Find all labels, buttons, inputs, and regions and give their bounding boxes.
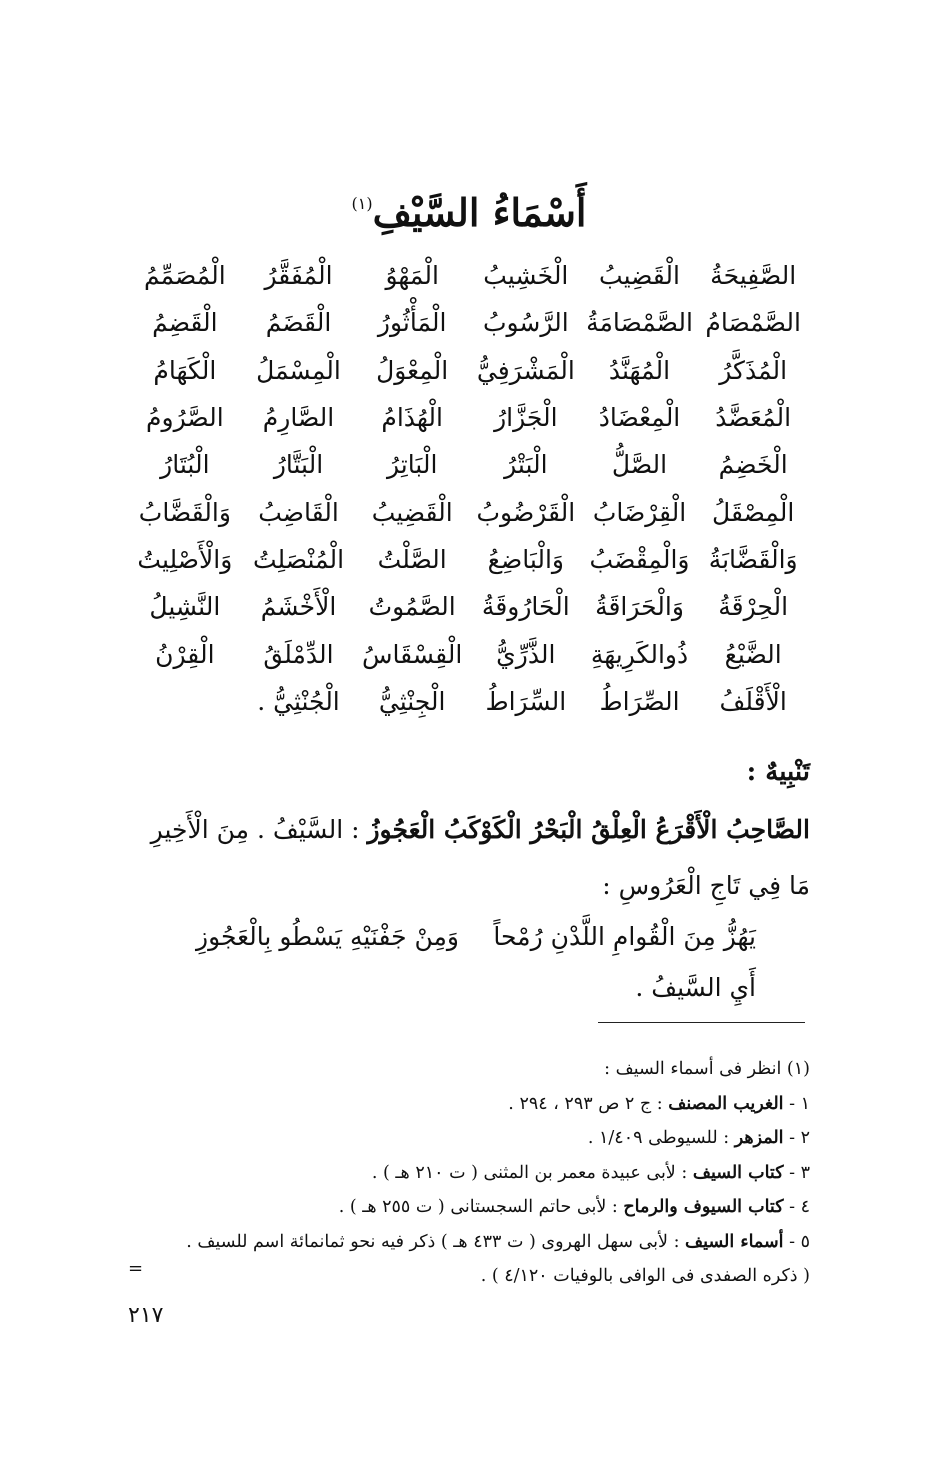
sword-name: الْمُعَضَّدُ: [715, 403, 792, 433]
sword-name: الْخَشِيبُ: [483, 261, 569, 291]
footnote-line: [186, 1121, 810, 1156]
footnote-source-title: أسماء السيف: [685, 1231, 784, 1252]
sword-name: الضَّيْعُ: [724, 639, 782, 669]
footnote-line: [186, 1156, 810, 1191]
sword-name: الْقَضِيبُ: [599, 261, 680, 291]
sword-name: الدِّمْلَقُ: [263, 639, 334, 669]
continuation-mark: =: [128, 1258, 144, 1279]
footnote-number: ٢ -: [783, 1128, 810, 1148]
page-number: ٢١٧: [128, 1303, 164, 1328]
footnote-text: : ج ٢ ص ٢٩٣ ، ٢٩٤ .: [508, 1093, 669, 1114]
footnote-text: : للسيوطى ١/٤٠٩ .: [587, 1128, 735, 1148]
sword-name: الرَّسُوبُ: [482, 308, 569, 338]
sword-name: الْمِعْوَلُ: [376, 355, 449, 385]
sword-name: الْمُنْصَلِتُ: [252, 544, 345, 574]
sword-name: الْأَخْشَمُ: [260, 592, 337, 622]
sword-name: الْقَرْضُوبُ: [476, 497, 576, 527]
sword-name: الْقِسْقَاسُ: [362, 639, 463, 669]
footnotes: [186, 1052, 810, 1294]
footnote-text: ( ذكره الصفدى فى الوافى بالوفيات ٤/١٢٠ ) .: [480, 1266, 810, 1286]
sword-name: الْمُصَمِّمُ: [143, 261, 226, 291]
notice-bold-terms: الصَّاحِبُ الْأَقْرَعُ الْعِلْقُ الْبَحْرُ الْكَوْكَبُ الْعَجُوزُ: [367, 815, 810, 844]
sword-names-grid: [128, 252, 810, 725]
sword-name: الْمُذَكَّرُ: [719, 355, 788, 385]
sword-name: السِّرَاطُ: [485, 686, 567, 716]
sword-name: الصَّلُّ: [611, 450, 668, 480]
sword-name: الْحَارُوقَةُ: [481, 592, 570, 622]
sword-name: الْأَقْلَفُ: [719, 686, 787, 716]
sword-name: الْمَأْثُورُ: [377, 308, 447, 338]
sword-name: وَالْقَضَّابُ: [138, 497, 231, 527]
footnote-text: : لأبى سهل الهروى ( ت ٤٣٣ هـ ) ذكر فيه نحو ثمانمائة اسم للسيف .: [186, 1231, 686, 1252]
sword-name: الْقِرْضَابُ: [592, 497, 687, 527]
sword-name: الْمِسْمَلُ: [256, 355, 341, 385]
notice-paragraph: [151, 815, 810, 844]
sword-name: الْمِعْضَادُ: [598, 403, 681, 433]
sword-name: الْمِصْقَلُ: [712, 497, 795, 527]
sword-name: الْهُذَامُ: [381, 403, 443, 433]
title-text: أَسْمَاءُ السَّيْفِ: [372, 190, 587, 235]
sword-name: وَالْأَصْلِيتُ: [137, 544, 233, 574]
sword-name: الْمَشْرَفِيُّ: [476, 355, 575, 385]
footnote-line: [186, 1225, 810, 1260]
footnote-source-title: المزهر: [734, 1128, 784, 1148]
sword-name: الصَّارِمُ: [262, 403, 335, 433]
sword-name: الْمُفَقَّرُ: [264, 261, 333, 291]
sword-name: الْجِنْثِيُّ: [378, 686, 446, 716]
notice-rest: : السَّيْفُ . مِنَ الْأَخِيرِ: [150, 815, 368, 844]
sword-name: الْقَضَمُ: [265, 308, 332, 338]
sword-name: الذَّرِّيُّ: [496, 639, 556, 669]
footnote-number: ٣ -: [783, 1162, 810, 1183]
sword-name: الْبَاتِرُ: [386, 450, 438, 480]
footnote-line: [186, 1259, 810, 1294]
sword-name: الْبَتْرُ: [504, 450, 548, 480]
title-footnote-ref: (١): [351, 194, 373, 213]
footnote-source-title: كتاب السيوف والرماح: [623, 1197, 784, 1217]
sword-name: وَالْقَضَّابَةُ: [708, 544, 798, 574]
notice-heading: تَنْبِيهٌ :: [746, 757, 810, 787]
sword-name: الصَّمْصَامَةُ: [586, 308, 693, 338]
footnote-source-title: كتاب السيف: [692, 1162, 784, 1183]
footnote-number: ٤ -: [783, 1197, 810, 1217]
sword-name: الْكَهَامُ: [153, 355, 217, 385]
footnote-number: ١ -: [783, 1093, 810, 1114]
sword-name: الْقَاضِبُ: [258, 497, 339, 527]
sword-name: الصَّرُومُ: [146, 403, 224, 433]
footnote-text: (١) انظر فى أسماء السيف :: [604, 1059, 810, 1079]
footnote-text: : لأبى حاتم السجستانى ( ت ٢٥٥ هـ ) .: [338, 1197, 624, 1217]
footnote-line: [186, 1052, 810, 1087]
sword-name: الْمُهَنَّدُ: [608, 355, 671, 385]
sword-name: وَالْحَرَاقَةُ: [595, 592, 684, 622]
sword-name: الْمَهْوُ: [385, 261, 439, 291]
explanation-line: أَيِ السَّيفُ .: [635, 973, 756, 1002]
footnote-line: [186, 1087, 810, 1122]
sword-name: الصَّفِيحَةُ: [710, 261, 797, 291]
sword-name: الصَّلْتُ: [377, 544, 447, 574]
sword-name: الْحِرْقَةُ: [718, 592, 789, 622]
footnote-text: : لأبى عبيدة معمر بن المثنى ( ت ٢١٠ هـ ) .: [371, 1162, 693, 1183]
sword-name: الْقِرْنُ: [155, 639, 215, 669]
sword-name: الْقَضِمُ: [152, 308, 218, 338]
sword-name: الْخَضِمُ: [718, 450, 788, 480]
sword-name: الْجُنْثِيُّ .: [257, 686, 340, 716]
sword-name: الْجَزَّارُ: [494, 403, 558, 433]
sword-name: الْبَتَّارُ: [273, 450, 324, 480]
sword-name: وَالْمِقْضَبُ: [589, 544, 690, 574]
sword-name: وَالْبَاضِعُ: [487, 544, 565, 574]
footnote-divider: [598, 1022, 805, 1023]
verse-second-hemistich: وَمِنْ جَفْنَيْهِ يَسْطُو بِالْعَجُوزِ: [196, 922, 459, 951]
sword-name: الصَّمُوتُ: [368, 592, 456, 622]
sword-name: ذُوالكَرِيهَةِ: [590, 639, 689, 669]
sword-name: الْبُتَارُ: [160, 450, 210, 480]
sword-name: النَّشِيلُ: [149, 592, 221, 622]
poetry-verse: [196, 922, 756, 951]
footnote-number: ٥ -: [783, 1231, 810, 1252]
page-title: [0, 190, 938, 235]
sword-name: الصَّمْصَامُ: [705, 308, 801, 338]
footnote-line: [186, 1190, 810, 1225]
footnote-source-title: الغريب المصنف: [668, 1093, 784, 1114]
sword-name: الْقَضِيبُ: [371, 497, 453, 527]
source-line: مَا فِي تَاجِ الْعَرُوسِ :: [602, 871, 810, 900]
sword-name: الصِّرَاطُ: [599, 686, 680, 716]
verse-first-hemistich: يَهُزُّ مِنَ الْقُوامِ اللَّدْنِ رُمْحاً: [493, 922, 756, 951]
